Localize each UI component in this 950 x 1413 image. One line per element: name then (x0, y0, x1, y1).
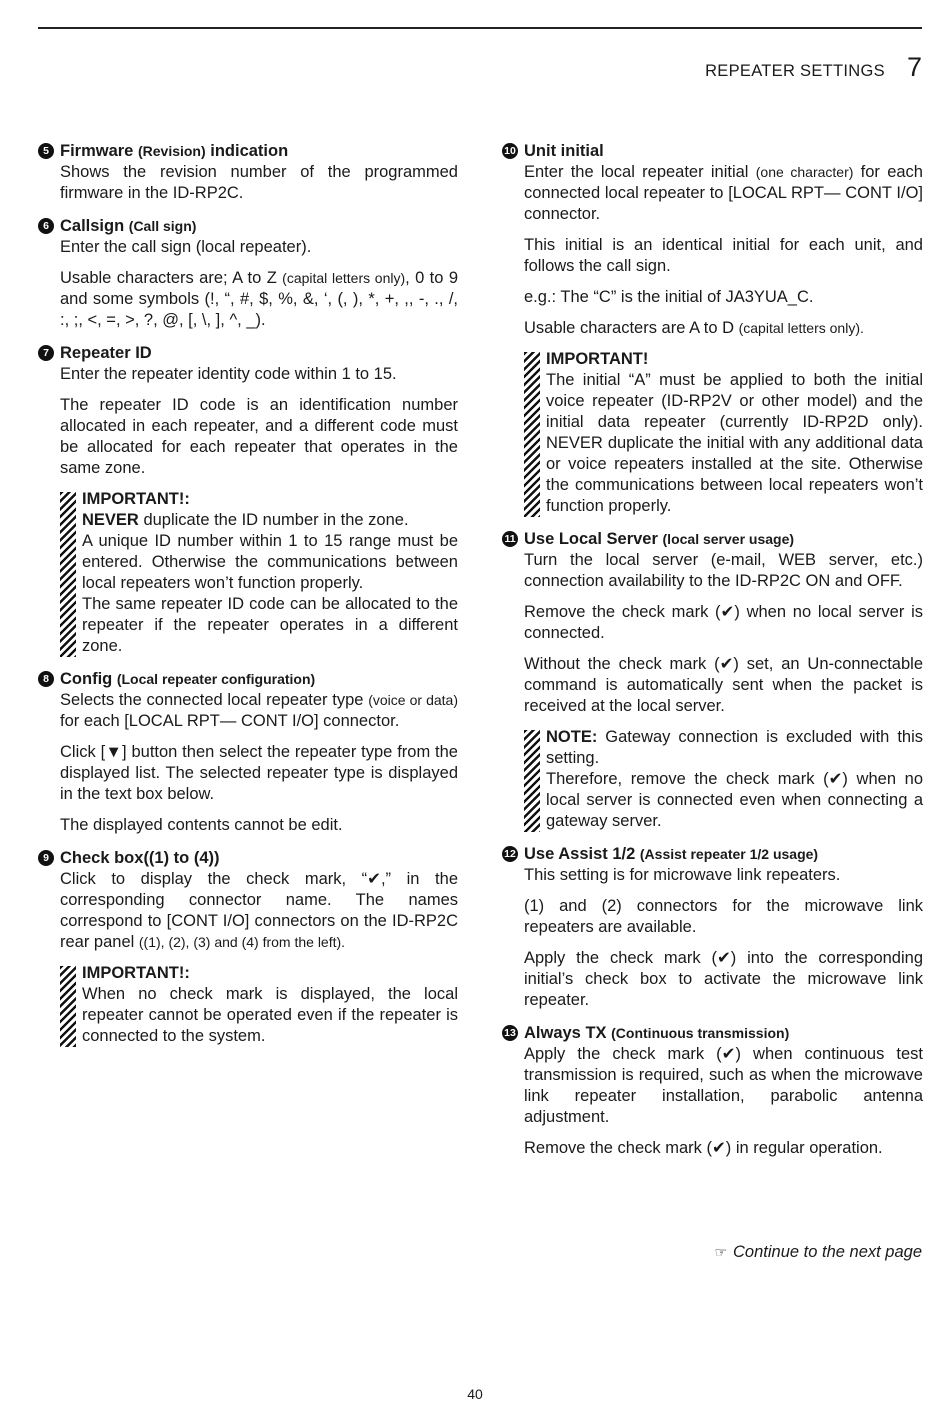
item-title: Config (Local repeater configuration) (60, 670, 316, 688)
hatch-marker-icon (60, 492, 76, 657)
paragraph: Enter the call sign (local repeater). (60, 238, 312, 256)
chapter-number: 7 (906, 52, 922, 82)
paragraph: Usable characters are; A to Z (capital letters only), 0 to 9 and some symbols (!, “, #, $, %, &, ‘, (, ), *, +, ,, -, ., /, :, ;, <, =, >, ?, @, [, \, ], ^, _). (60, 269, 458, 329)
item-number-badge: 13 (502, 1025, 518, 1041)
item-heading (38, 343, 458, 364)
note-line: Therefore, remove the check mark (✔) when no local server is connected even when connecting a gateway server. (546, 770, 923, 830)
item-check-box (38, 848, 458, 1047)
paragraph: This setting is for microwave link repeaters. (524, 866, 841, 884)
hatch-marker-icon (60, 966, 76, 1047)
item-number-badge: 9 (38, 850, 54, 866)
item-title: Use Local Server (local server usage) (524, 530, 795, 548)
item-heading (502, 844, 923, 865)
item-heading (38, 216, 458, 237)
item-number-badge: 5 (38, 143, 54, 159)
item-body (60, 162, 458, 204)
paragraph: Without the check mark (✔) set, an Un-connectable command is automatically sent when the packet is received at the local server. (524, 655, 923, 715)
left-column (38, 141, 458, 1059)
paragraph: This initial is an identical initial for each unit, and follows the call sign. (524, 236, 923, 275)
pointing-hand-icon: ☞ (714, 1244, 728, 1260)
item-body (60, 869, 458, 1047)
item-number-badge: 10 (502, 143, 518, 159)
paragraph: Enter the local repeater initial (one character) for each connected local repeater to [LOCAL RPT— CONT I/O] connector. (524, 163, 923, 223)
item-firmware (38, 141, 458, 204)
item-use-local-server (502, 529, 923, 832)
note-heading: IMPORTANT! (546, 350, 649, 368)
hatch-marker-icon (524, 730, 540, 832)
item-number-badge: 12 (502, 846, 518, 862)
paragraph: Click to display the check mark, “✔,” in the corresponding connector name. The names correspond to [CONT I/O] connectors on the ID-RP2C rear panel ((1), (2), (3) and (4) from the left). (60, 870, 458, 951)
note-heading: IMPORTANT!: (82, 964, 190, 982)
paragraph: The repeater ID code is an identification number allocated in each repeater, and a different code must be allocated for each repeater that operates in the same zone. (60, 396, 458, 477)
note-text (82, 489, 458, 657)
note-text (546, 349, 923, 517)
item-title: Repeater ID (60, 344, 152, 362)
top-rule (38, 27, 922, 29)
item-unit-initial (502, 141, 923, 517)
page-header (705, 52, 922, 83)
paragraph: Turn the local server (e-mail, WEB server, etc.) connection availability to the ID-RP2C ON and OFF. (524, 551, 923, 590)
continue-next-page (714, 1243, 922, 1262)
item-heading (502, 529, 923, 550)
paragraph: (1) and (2) connectors for the microwave link repeaters are available. (524, 897, 923, 936)
continue-text: Continue to the next page (733, 1243, 922, 1261)
paragraph: Remove the check mark (✔) when no local server is connected. (524, 603, 923, 642)
right-column (502, 141, 923, 1171)
item-number-badge: 8 (38, 671, 54, 687)
item-body (60, 690, 458, 836)
item-title: Check box((1) to (4)) (60, 849, 220, 867)
note-line: NOTE: Gateway connection is excluded with this setting. (546, 728, 923, 767)
paragraph: Remove the check mark (✔) in regular operation. (524, 1139, 883, 1157)
item-title: Always TX (Continuous transmission) (524, 1024, 790, 1042)
item-title: Use Assist 1/2 (Assist repeater 1/2 usage) (524, 845, 819, 863)
item-title: Callsign (Call sign) (60, 217, 197, 235)
note-line: When no check mark is displayed, the local repeater cannot be operated even if the repeater is connected to the system. (82, 985, 458, 1045)
item-body (524, 162, 923, 517)
item-heading (38, 848, 458, 869)
note-line: The initial “A” must be applied to both the initial voice repeater (ID-RP2V or other model) and the initial data repeater (currently ID-RP2D only). NEVER duplicate the initial with any additional data or voice repeaters installed at the site. Otherwise the communications between local repeaters won’t function properly. (546, 371, 923, 515)
item-number-badge: 6 (38, 218, 54, 234)
item-body (524, 1044, 923, 1159)
paragraph: Apply the check mark (✔) when continuous test transmission is required, such as when the microwave link repeater installation, parabolic antenna adjustment. (524, 1045, 923, 1126)
item-always-tx (502, 1023, 923, 1159)
item-heading (502, 1023, 923, 1044)
note-heading: IMPORTANT!: (82, 490, 190, 508)
important-note (60, 489, 458, 657)
item-config (38, 669, 458, 836)
item-heading (38, 669, 458, 690)
note-line: A unique ID number within 1 to 15 range must be entered. Otherwise the communications between local repeaters won’t function properly. (82, 532, 458, 592)
paragraph: Apply the check mark (✔) into the corresponding initial’s check box to activate the microwave link repeater. (524, 949, 923, 1009)
page-number: 40 (467, 1386, 483, 1402)
note-text (82, 963, 458, 1047)
paragraph: Usable characters are A to D (capital letters only). (524, 319, 864, 337)
note-line: NEVER duplicate the ID number in the zone. (82, 511, 409, 529)
paragraph: e.g.: The “C” is the initial of JA3YUA_C. (524, 288, 814, 306)
item-body (60, 364, 458, 657)
item-body (60, 237, 458, 331)
item-title: Unit initial (524, 142, 604, 160)
item-repeater-id (38, 343, 458, 657)
item-body (524, 550, 923, 832)
hatch-marker-icon (524, 352, 540, 517)
item-heading (38, 141, 458, 162)
paragraph: Selects the connected local repeater type (voice or data) for each [LOCAL RPT— CONT I/O] connector. (60, 691, 458, 730)
note-box (524, 727, 923, 832)
paragraph: The displayed contents cannot be edit. (60, 816, 343, 834)
note-line: The same repeater ID code can be allocated to the repeater if the repeater operates in a different zone. (82, 595, 458, 655)
item-title: Firmware (Revision) indication (60, 142, 289, 160)
item-use-assist (502, 844, 923, 1011)
item-number-badge: 7 (38, 345, 54, 361)
item-heading (502, 141, 923, 162)
item-number-badge: 11 (502, 531, 518, 547)
paragraph: Enter the repeater identity code within 1 to 15. (60, 365, 397, 383)
paragraph: Click [▼] button then select the repeater type from the displayed list. The selected repeater type is displayed in the text box below. (60, 743, 458, 803)
paragraph: Shows the revision number of the programmed firmware in the ID-RP2C. (60, 163, 458, 202)
section-title: REPEATER SETTINGS (705, 62, 885, 80)
item-body (524, 865, 923, 1011)
important-note (524, 349, 923, 517)
note-text (546, 727, 923, 832)
item-callsign (38, 216, 458, 331)
important-note (60, 963, 458, 1047)
